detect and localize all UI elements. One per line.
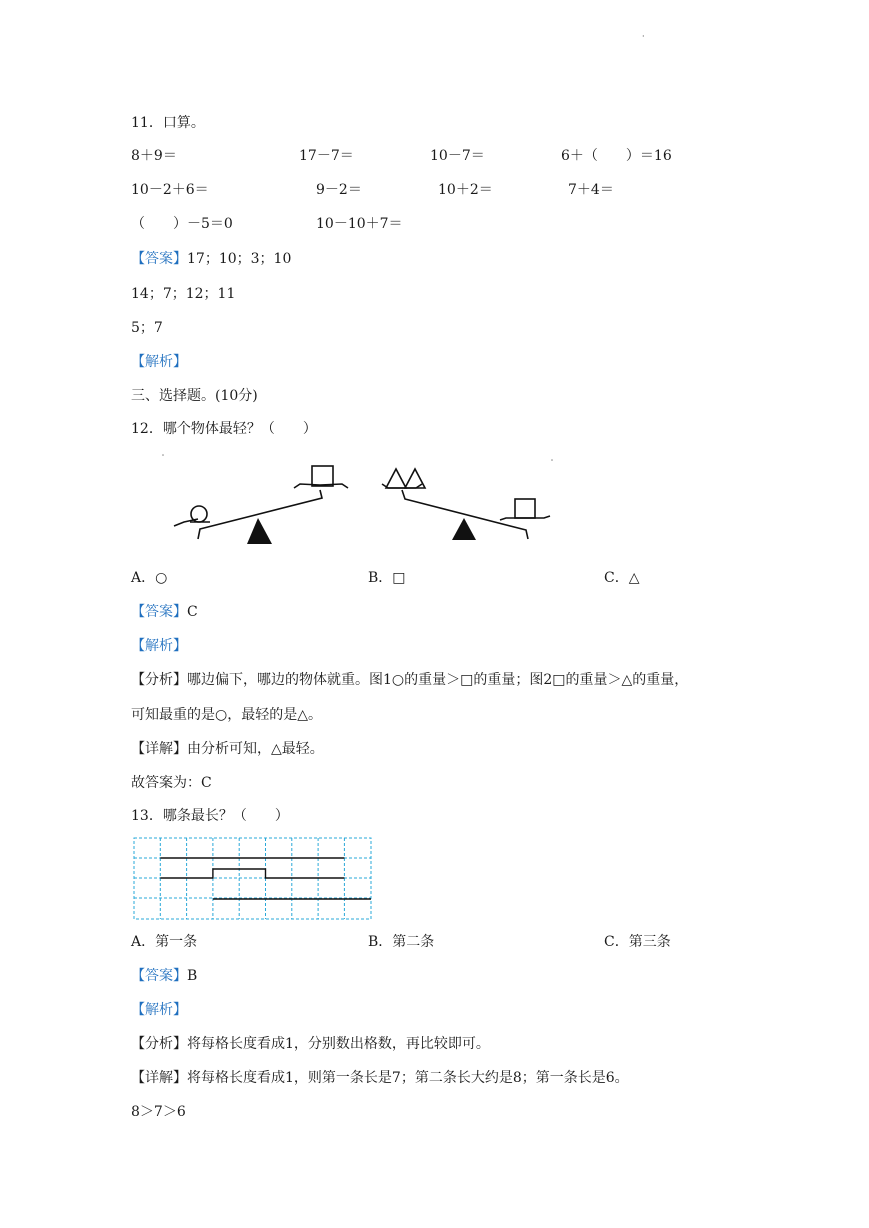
q12-fenxi <box>131 671 688 689</box>
option-b: B．□ <box>368 570 406 586</box>
q11-expr: （ ）－5＝0 <box>131 216 233 232</box>
q11-title: 11．口算。 <box>131 115 205 131</box>
answer-tag: 【答案】 <box>131 251 187 267</box>
answer-text: 17；10；3；10 <box>187 251 292 267</box>
option-c: C．△ <box>604 570 640 586</box>
q11-answer-line-2: 14；7；12；11 <box>131 286 236 302</box>
page-dot: · <box>642 32 645 41</box>
q12-fenxi-2: 可知最重的是○，最轻的是△。 <box>131 707 322 723</box>
option-a: A．第一条 <box>131 934 198 950</box>
answer-tag: 【答案】 <box>131 968 187 984</box>
line-two <box>160 869 344 878</box>
q13-title: 13．哪条最长？（ ） <box>131 808 289 824</box>
answer-text: B <box>187 968 198 984</box>
q11-expr: 6＋（ ）＝16 <box>561 148 672 164</box>
fenxi-text: 哪边偏下，哪边的物体就重。图1○的重量＞□的重量；图2□的重量＞△的重量， <box>187 672 689 688</box>
fenxi-tag: 【分析】 <box>131 1036 187 1052</box>
q11-answer-line-3: 5；7 <box>131 320 163 336</box>
q11-expr: 10－2＋6＝ <box>131 182 209 198</box>
seesaw-figure <box>130 452 560 552</box>
answer-text: C <box>187 604 198 620</box>
q11-expr: 17－7＝ <box>299 148 354 164</box>
q12-xiangjie <box>131 740 324 758</box>
q11-expr: 10＋2＝ <box>438 182 493 198</box>
fenxi-tag: 【分析】 <box>131 672 187 688</box>
q12-conclusion: 故答案为：C <box>131 775 212 791</box>
grid-lines-figure <box>133 837 373 921</box>
q11-expr: 10－7＝ <box>430 148 485 164</box>
q13-xiangjie <box>131 1069 629 1087</box>
q11-answer <box>131 250 291 268</box>
q11-expr: 10－10＋7＝ <box>316 216 403 232</box>
answer-tag: 【答案】 <box>131 604 187 620</box>
q12-title: 12．哪个物体最轻？（ ） <box>131 421 317 437</box>
q11-analysis-tag: 【解析】 <box>131 354 187 370</box>
xiangjie-text: 将每格长度看成1，则第一条长是7；第二条长大约是8；第一条长是6。 <box>187 1070 629 1086</box>
xiangjie-tag: 【详解】 <box>131 1070 187 1086</box>
q11-expr: 9－2＝ <box>316 182 362 198</box>
option-a: A．○ <box>131 570 168 586</box>
q12-analysis-tag: 【解析】 <box>131 638 187 654</box>
xiangjie-tag: 【详解】 <box>131 741 187 757</box>
q13-analysis-tag: 【解析】 <box>131 1002 187 1018</box>
fenxi-text: 将每格长度看成1，分别数出格数，再比较即可。 <box>187 1036 490 1052</box>
option-c: C．第三条 <box>604 934 671 950</box>
xiangjie-text: 由分析可知，△最轻。 <box>187 741 324 757</box>
q13-compare: 8＞7＞6 <box>131 1104 186 1120</box>
q11-expr: 8＋9＝ <box>131 148 177 164</box>
q11-expr: 7＋4＝ <box>568 182 614 198</box>
q13-answer <box>131 967 197 985</box>
option-b: B．第二条 <box>368 934 435 950</box>
q13-fenxi <box>131 1035 490 1053</box>
section-title: 三、选择题。(10分) <box>131 388 258 404</box>
q12-answer <box>131 603 198 621</box>
